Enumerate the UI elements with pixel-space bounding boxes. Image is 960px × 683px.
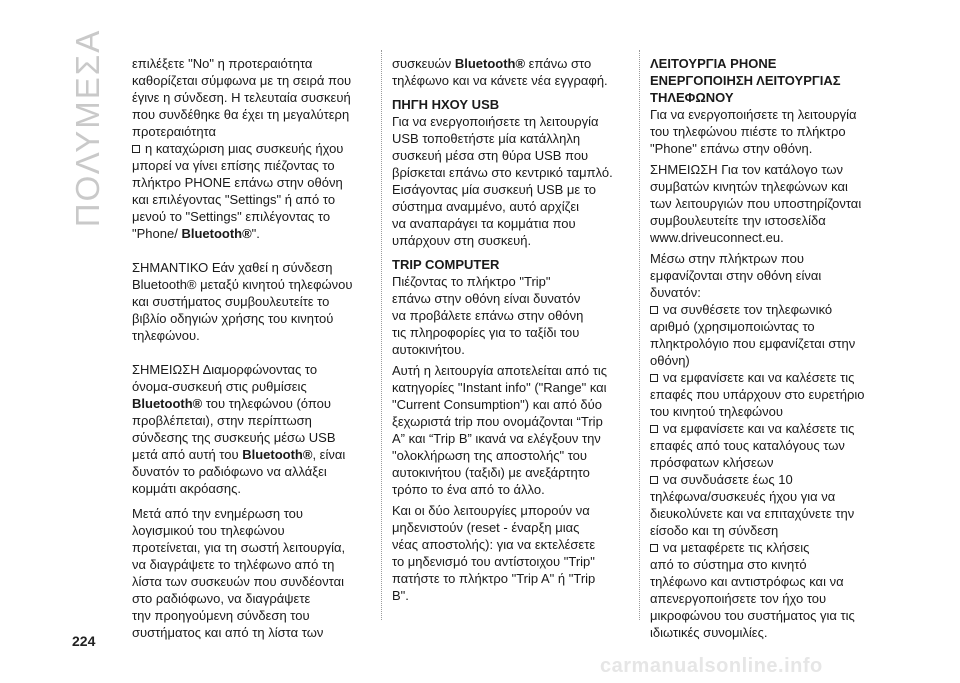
checkbox-bullet-icon	[650, 374, 658, 382]
text-line: κομμάτι ακρόασης.	[132, 481, 241, 496]
bullet-item	[650, 369, 886, 386]
heading-usb-source: ΠΗΓΗ ΗΧΟΥ USB	[392, 97, 500, 112]
text-line	[132, 225, 368, 242]
heading-trip-computer: TRIP COMPUTER	[392, 257, 500, 272]
text-line: κατηγορίες "Instant info" ("Range" και	[392, 380, 607, 395]
text-run: του τηλεφώνου (όπου	[202, 396, 331, 411]
text-line: επαφές από τους καταλόγους των	[650, 438, 845, 453]
text-line: Πιέζοντας το πλήκτρο "Trip"	[392, 274, 551, 289]
text-line	[132, 446, 368, 463]
text-line: του τηλεφώνου πιέστε το πλήκτρο	[650, 124, 846, 139]
text-line: να διαγράψετε το τηλέφωνο από τη	[132, 557, 335, 572]
heading-phone-function: ΛΕΙΤΟΥΡΓΙΑ PHONE	[650, 56, 777, 71]
text-line: από το σύστημα στο κινητό	[650, 557, 807, 572]
text-line: Αυτή η λειτουργία αποτελείται από τις	[392, 363, 608, 378]
bullet-item	[650, 420, 886, 437]
text-line: τρόπο το ένα από το άλλο.	[392, 482, 545, 497]
text-line: το μηδενισμό του αντίστοιχου "Trip"	[392, 554, 595, 569]
watermark-text: carmanualsonline.info	[600, 655, 823, 677]
bluetooth-term: Bluetooth®	[242, 447, 313, 462]
text-line: ΣΗΜΕΙΩΣΗ Διαμορφώνοντας το	[132, 362, 318, 377]
text-line: τηλέφωνο και αντιστρόφως και να	[650, 574, 844, 589]
text-line: να εμφανίσετε και να καλέσετε τις	[663, 370, 855, 385]
text-line: έγινε η σύνδεση. Η τελευταία συσκευή	[132, 90, 351, 105]
text-run: "Phone/	[132, 226, 182, 241]
text-line: Εισάγοντας μία συσκευή USB με το	[392, 182, 597, 197]
text-line: λίστα των συσκευών που συνδέονται	[132, 574, 345, 589]
text-line: μικροφώνου του συστήματος για τις	[650, 608, 855, 623]
text-line: των λειτουργιών που υποστηρίζονται	[650, 196, 862, 211]
checkbox-bullet-icon	[132, 145, 140, 153]
text-line: αυτοκινήτου.	[392, 342, 465, 357]
section-side-tab-label: ΠΟΛΥΜΕΣΑ	[69, 28, 107, 228]
text-line: A” και “Trip B” ικανά να ελέγξουν την	[392, 431, 601, 446]
text-line	[392, 55, 628, 72]
text-line: επάνω στην οθόνη είναι δυνατόν	[392, 291, 581, 306]
text-line: εμφανίζονται στην οθόνη είναι	[650, 268, 822, 283]
text-line: επιλέξετε "No" η προτεραιότητα	[132, 56, 313, 71]
page-number: 224	[72, 633, 96, 649]
text-line: επαφές που υπάρχουν στο ευρετήριο	[650, 387, 865, 402]
column-divider-2	[639, 50, 640, 620]
text-line: είσοδο και τη σύνδεση	[650, 523, 779, 538]
text-line: υπάρχουν στη συσκευή.	[392, 233, 532, 248]
bluetooth-term: Bluetooth®	[132, 396, 203, 411]
text-line: δυνατόν το ραδιόφωνο να αλλάξει	[132, 464, 327, 479]
text-line: Και οι δύο λειτουργίες μπορούν να	[392, 503, 590, 518]
text-line: ΣΗΜΑΝΤΙΚΟ Εάν χαθεί η σύνδεση	[132, 260, 333, 275]
text-line: και συστήματος συμβουλευτείτε το	[132, 294, 330, 309]
text-line: συμβουλευτείτε την ιστοσελίδα	[650, 213, 826, 228]
text-line: διευκολύνετε και να επιταχύνετε την	[650, 506, 855, 521]
text-line: πλήκτρο PHONE επάνω στην οθόνη	[132, 175, 343, 190]
text-line: να αναπαράγει τα κομμάτια που	[392, 216, 576, 231]
text-line: πληκτρολόγιο που εμφανίζεται στην	[650, 336, 856, 351]
text-line: να συνδυάσετε έως 10	[663, 472, 793, 487]
checkbox-bullet-icon	[650, 306, 658, 314]
bullet-item	[650, 471, 886, 488]
text-run: συσκευών	[392, 56, 455, 71]
text-line	[132, 395, 368, 412]
text-line: νέας αποστολής): για να εκτελέσετε	[392, 537, 596, 552]
text-line: B".	[392, 588, 409, 603]
text-line: τις πληροφορίες για το ταξίδι του	[392, 325, 580, 340]
heading-phone-activation-cont: ΤΗΛΕΦΩΝΟΥ	[650, 90, 734, 105]
bullet-item	[650, 539, 886, 556]
text-line: βρίσκεται επάνω στο κεντρικό ταμπλό.	[392, 165, 613, 180]
bluetooth-term: Bluetooth®	[181, 226, 252, 241]
bluetooth-term: Bluetooth®	[454, 56, 526, 71]
section-side-tab	[68, 28, 108, 228]
text-line: μενού το "Settings" επιλέγοντας το	[132, 209, 331, 224]
text-line: ιδιωτικές συνομιλίες.	[650, 625, 768, 640]
text-line: τηλέφωνα/συσκευές ήχου για να	[650, 489, 836, 504]
text-line: σύστημα αναμμένο, αυτό αρχίζει	[392, 199, 580, 214]
text-line: σύνδεσης της συσκευής μέσω USB	[132, 430, 336, 445]
text-line: Για να ενεργοποιήσετε τη λειτουργία	[650, 107, 857, 122]
website-url: www.driveuconnect.eu.	[650, 230, 784, 245]
text-run: μετά από αυτή του	[132, 447, 243, 462]
column-divider-1	[381, 50, 382, 620]
text-line: τηλέφωνο και να κάνετε νέα εγγραφή.	[392, 73, 608, 88]
text-line: να προβάλετε επάνω στην οθόνη	[392, 308, 584, 323]
text-line: USB τοποθετήστε μία κατάλληλη	[392, 131, 581, 146]
text-line: βιβλίο οδηγιών χρήσης του κινητού	[132, 311, 334, 326]
text-line: μηδενιστούν (reset - έναρξη μιας	[392, 520, 580, 535]
text-line: μπορεί να γίνει επίσης πιέζοντας το	[132, 158, 335, 173]
checkbox-bullet-icon	[650, 476, 658, 484]
text-line: "ολοκλήρωση της αποστολής" του	[392, 448, 588, 463]
column-2	[392, 55, 628, 604]
text-line: οθόνη)	[650, 353, 690, 368]
text-line: να συνθέσετε τον τηλεφωνικό	[663, 302, 833, 317]
text-line: τηλεφώνου.	[132, 328, 200, 343]
text-line: και επιλέγοντας "Settings" ή από το	[132, 192, 336, 207]
text-line: δυνατόν:	[650, 285, 701, 300]
text-line: συσκευή μέσα στη θύρα USB που	[392, 148, 589, 163]
text-line: Για να ενεργοποιήσετε τη λειτουργία	[392, 114, 599, 129]
text-line: συμβατών κινητών τηλεφώνων και	[650, 179, 848, 194]
column-1	[132, 55, 368, 641]
text-line: όνομα-συσκευή στις ρυθμίσεις	[132, 379, 307, 394]
text-line: λογισμικού του τηλεφώνου	[132, 523, 285, 538]
text-line: αριθμό (χρησιμοποιώντας το	[650, 319, 815, 334]
column-3	[650, 55, 886, 641]
bullet-item	[650, 301, 886, 318]
text-run: ".	[251, 226, 260, 241]
bullet-item	[132, 140, 368, 157]
text-line: απενεργοποιήσετε τον ήχο του	[650, 591, 827, 606]
text-line: καθορίζεται σύμφωνα με τη σειρά που	[132, 73, 352, 88]
text-line: του κινητού τηλεφώνου	[650, 404, 784, 419]
text-line: πρόσφατων κλήσεων	[650, 455, 774, 470]
text-line: Μέσω στην πλήκτρων που	[650, 251, 805, 266]
text-line: πατήστε το πλήκτρο "Trip A" ή "Trip	[392, 571, 596, 586]
text-line: προτείνεται, για τη σωστή λειτουργία,	[132, 540, 346, 555]
text-line: που συνδέθηκε θα έχει τη μεγαλύτερη	[132, 107, 350, 122]
text-run: επάνω στο	[525, 56, 592, 71]
text-line: "Phone" επάνω στην οθόνη.	[650, 141, 813, 156]
text-line: Μετά από την ενημέρωση του	[132, 506, 304, 521]
text-line: Bluetooth® μεταξύ κινητού τηλεφώνου	[132, 277, 353, 292]
text-line: "Current Consumption") και από δύο	[392, 397, 602, 412]
heading-phone-activation: ΕΝΕΡΓΟΠΟΙΗΣΗ ΛΕΙΤΟΥΡΓΙΑΣ	[650, 73, 841, 88]
text-line: συστήματος και από τη λίστα των	[132, 625, 324, 640]
text-line: η καταχώριση μιας συσκευής ήχου	[145, 141, 344, 156]
checkbox-bullet-icon	[650, 544, 658, 552]
text-line: στο ραδιόφωνο, να διαγράψετε	[132, 591, 311, 606]
text-line: την προηγούμενη σύνδεση του	[132, 608, 310, 623]
text-line: ΣΗΜΕΙΩΣΗ Για τον κατάλογο των	[650, 162, 844, 177]
text-run: , είναι	[312, 447, 346, 462]
text-line: ξεχωριστά trip που ονομάζονται “Trip	[392, 414, 603, 429]
checkbox-bullet-icon	[650, 425, 658, 433]
text-line: αυτοκινήτου (ταξιδι) με ανεξάρτητο	[392, 465, 590, 480]
text-line: προτεραιότητα	[132, 124, 217, 139]
text-line: να εμφανίσετε και να καλέσετε τις	[663, 421, 855, 436]
text-line: προβλέπεται), στην περίπτωση	[132, 413, 312, 428]
text-line: να μεταφέρετε τις κλήσεις	[663, 540, 810, 555]
